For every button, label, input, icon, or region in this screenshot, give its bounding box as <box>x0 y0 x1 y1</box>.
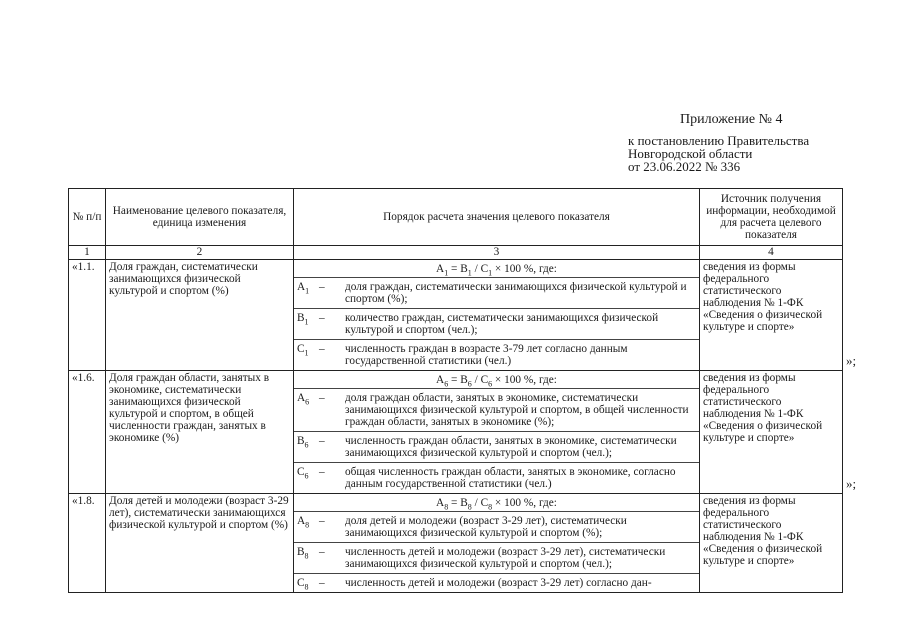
header-indicator-name: Наименование целевого показателя, единица изменения <box>106 189 294 246</box>
variable-symbol: $A_1$ <box>297 281 310 296</box>
dash-separator: – <box>319 515 325 527</box>
dash-separator: – <box>319 577 325 589</box>
column-number: 2 <box>106 246 294 260</box>
appendix-date-line: от 23.06.2022 № 336 <box>628 159 741 174</box>
variable-symbol: $B_6$ <box>297 435 309 450</box>
dash-separator: – <box>319 281 325 293</box>
appendix-region-line: Новгородской области <box>628 146 753 161</box>
calculation-cell <box>294 371 700 494</box>
variable-description: доля детей и молодежи (возраст 3-29 лет), систематически занимающихся физической культурой и спортом (%); <box>345 515 627 539</box>
calculation-cell <box>294 494 700 593</box>
indicator-name: Доля граждан, систематически занимающихся физической культурой и спортом (%) <box>106 260 294 371</box>
variable-definition <box>294 308 699 339</box>
variable-definition <box>294 511 699 542</box>
appendix-heading <box>628 113 809 173</box>
variable-description: численность детей и молодежи (возраст 3-29 лет) согласно дан- <box>345 577 652 589</box>
variable-description: численность детей и молодежи (возраст 3-29 лет), систематически занимающихся физической культурой и спортом (чел.); <box>345 546 666 570</box>
dash-separator: – <box>319 312 325 324</box>
formula: $A_6 = B_6 / C_6 \times 100$ %, где: <box>436 374 557 389</box>
information-source: сведения из формы федерального статистического наблюдения № 1-ФК «Сведения о физической культуре и спорте» <box>700 494 843 593</box>
column-number: 3 <box>294 246 700 260</box>
variable-symbol: $C_8$ <box>297 577 309 592</box>
variable-definition <box>294 277 699 308</box>
indicator-table <box>68 188 843 593</box>
closing-quote: »; <box>846 352 857 368</box>
variable-description: общая численность граждан области, занятых в экономике, согласно данным государственной статистики (чел.) <box>345 466 676 490</box>
row-number: «1.8. <box>69 494 106 593</box>
variable-symbol: $C_6$ <box>297 466 309 481</box>
formula: $A_1 = B_1 / C_1 \times 100$ %, где: <box>436 263 557 278</box>
variable-symbol: $C_1$ <box>297 343 309 358</box>
variable-symbol: $A_6$ <box>297 392 310 407</box>
variable-definition <box>294 462 699 493</box>
calculation-cell <box>294 260 700 371</box>
formula: $A_8 = B_8 / C_8 \times 100$ %, где: <box>436 497 557 512</box>
table-row <box>69 260 843 371</box>
variable-symbol: $A_8$ <box>297 515 310 530</box>
dash-separator: – <box>319 343 325 355</box>
header-source: Источник получения информации, необходимой для расчета целевого показателя <box>700 189 843 246</box>
dash-separator: – <box>319 466 325 478</box>
variable-definition <box>294 388 699 431</box>
indicator-name: Доля граждан области, занятых в экономике, систематически занимающихся физической культурой и спортом, в общей численности граждан, занятых в экономике (%) <box>106 371 294 494</box>
table-row <box>69 371 843 494</box>
row-number: «1.1. <box>69 260 106 371</box>
variable-definition <box>294 339 699 370</box>
column-number: 1 <box>69 246 106 260</box>
appendix-title: Приложение № 4 <box>680 112 783 127</box>
dash-separator: – <box>319 435 325 447</box>
information-source: сведения из формы федерального статистического наблюдения № 1-ФК «Сведения о физической культуре и спорте» <box>700 371 843 494</box>
closing-quote: »; <box>846 475 857 491</box>
dash-separator: – <box>319 392 325 404</box>
variable-description: доля граждан области, занятых в экономике, систематически занимающихся физической культурой и спортом, в общей численности граждан области, занятых в экономике (%); <box>345 392 689 428</box>
dash-separator: – <box>319 546 325 558</box>
appendix-decree-line: к постановлению Правительства <box>628 133 810 148</box>
variable-description: численность граждан в возрасте 3-79 лет согласно данным государственной статистики (чел.) <box>345 343 628 367</box>
variable-description: численность граждан области, занятых в экономике, систематически занимающихся физической культурой и спортом (чел.); <box>345 435 677 459</box>
table-header-row <box>69 189 843 246</box>
variable-symbol: $B_1$ <box>297 312 309 327</box>
header-number: № п/п <box>69 189 106 246</box>
variable-definition <box>294 573 699 592</box>
indicator-name: Доля детей и молодежи (возраст 3-29 лет), систематически занимающихся физической культурой и спортом (%) <box>106 494 294 593</box>
table-row <box>69 494 843 593</box>
row-number: «1.6. <box>69 371 106 494</box>
variable-description: количество граждан, систематически занимающихся физической культурой и спортом (чел.); <box>345 312 659 336</box>
variable-symbol: $B_8$ <box>297 546 309 561</box>
column-number-row <box>69 246 843 260</box>
variable-description: доля граждан, систематически занимающихся физической культурой и спортом (%); <box>345 281 687 305</box>
variable-definition <box>294 431 699 462</box>
column-number: 4 <box>700 246 843 260</box>
header-calculation: Порядок расчета значения целевого показателя <box>294 189 700 246</box>
variable-definition <box>294 542 699 573</box>
information-source: сведения из формы федерального статистического наблюдения № 1-ФК «Сведения о физической культуре и спорте» <box>700 260 843 371</box>
